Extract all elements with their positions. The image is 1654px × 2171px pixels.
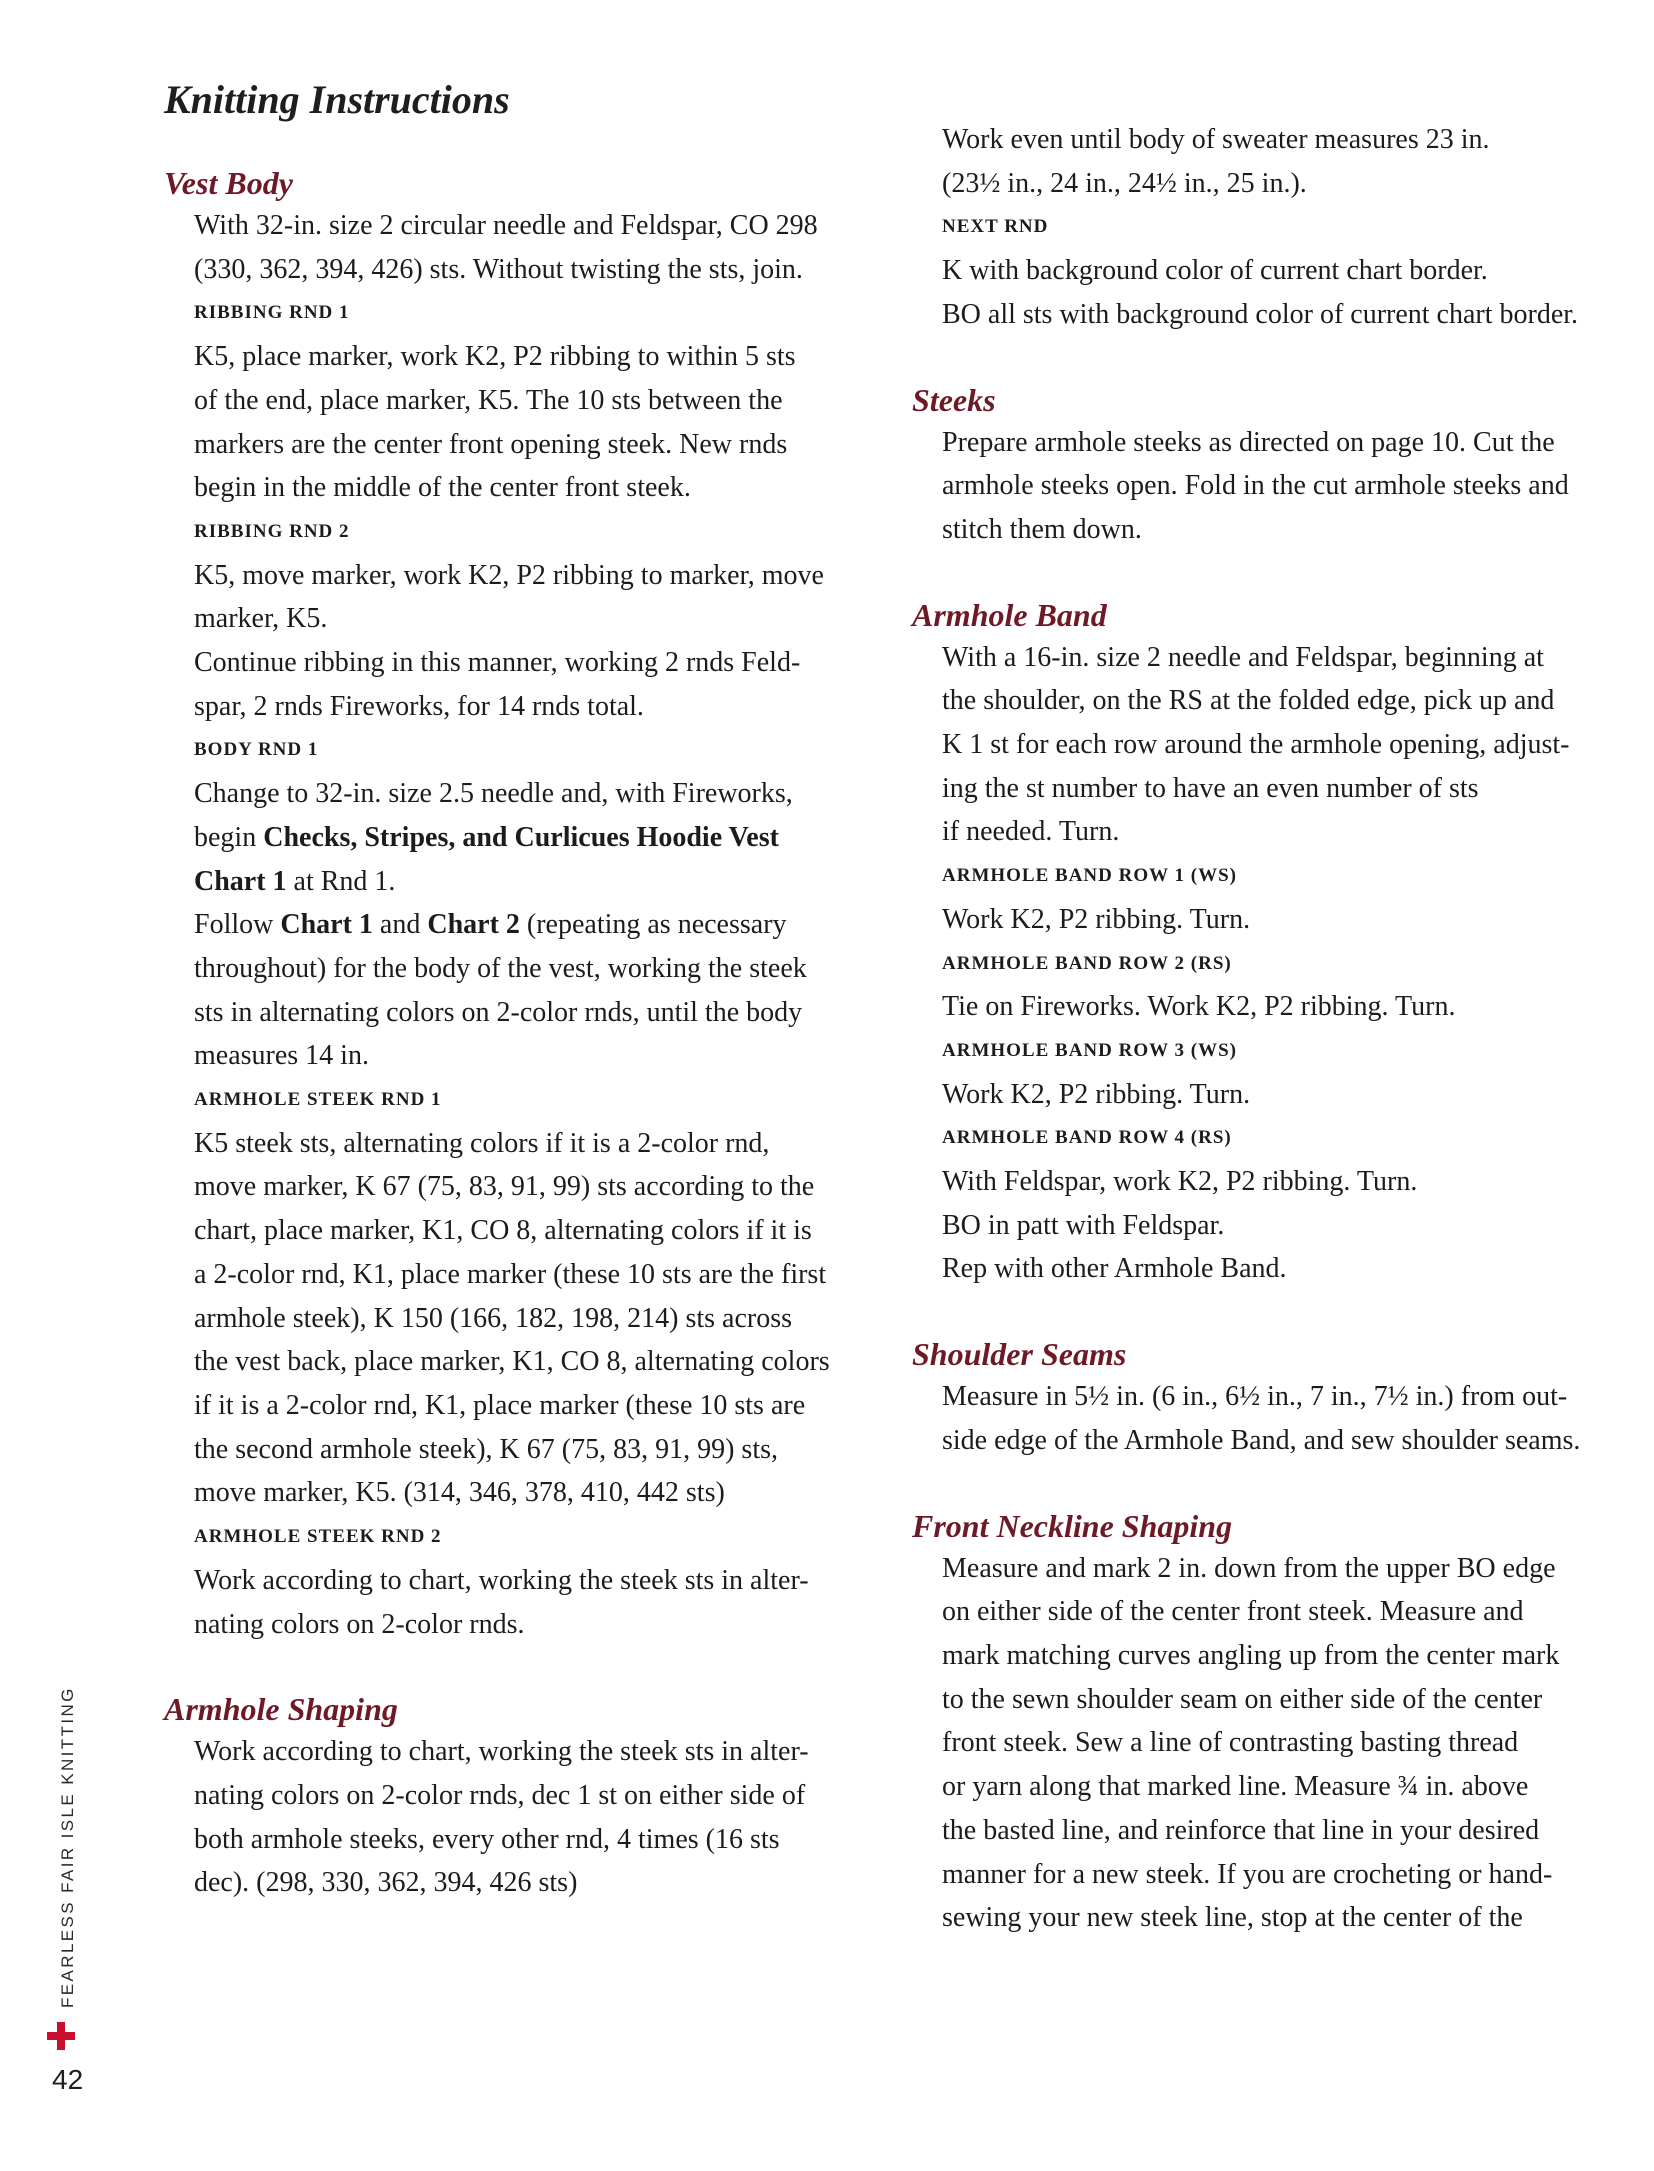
text-line: With a 16-in. size 2 needle and Feldspar, beginning at xyxy=(942,641,1544,673)
paragraph xyxy=(194,204,884,291)
text-line: stitch them down. xyxy=(942,513,1142,545)
text-line: K with background color of current chart border. xyxy=(942,255,1488,287)
text-line: a 2-color rnd, K1, place marker (these 10 sts are the first xyxy=(194,1258,827,1290)
text-line: armhole steek), K 150 (166, 182, 198, 214) sts across xyxy=(194,1302,793,1334)
paragraph xyxy=(194,1730,884,1905)
paragraph xyxy=(942,249,1634,336)
text-line: measures 14 in. xyxy=(194,1040,369,1072)
text-line: the shoulder, on the RS at the folded edge, pick up and xyxy=(942,685,1555,717)
text-line: dec). (298, 330, 362, 394, 426 sts) xyxy=(194,1867,578,1899)
paragraph xyxy=(194,335,884,510)
chart-name: Chart 2 xyxy=(427,909,520,941)
text-line: sewing your new steek line, stop at the center of the xyxy=(942,1902,1523,1934)
text-line: throughout) for the body of the vest, working the steek xyxy=(194,952,807,984)
text-line: manner for a new steek. If you are crocheting or hand- xyxy=(942,1858,1553,1890)
running-head: FEARLESS FAIR ISLE KNITTING xyxy=(58,1686,77,2008)
step-label: ARMHOLE BAND ROW 3 (WS) xyxy=(942,1039,1237,1061)
page-number: 42 xyxy=(52,2064,84,2095)
text-line: Work even until body of sweater measures 23 in. xyxy=(942,124,1490,155)
text-line: Work according to chart, working the steek sts in alter- xyxy=(194,1736,809,1768)
text-line: K 1 st for each row around the armhole opening, adjust- xyxy=(942,729,1570,761)
chart-name: Chart 1 xyxy=(194,865,287,897)
section-heading-front-neckline-shaping: Front Neckline Shaping xyxy=(912,1507,1233,1544)
paragraph xyxy=(942,1160,1634,1291)
text-run: Follow xyxy=(194,909,281,941)
section-heading-steeks: Steeks xyxy=(912,381,996,418)
text-line: Measure and mark 2 in. down from the upper BO edge xyxy=(942,1552,1556,1584)
text-line: armhole steeks open. Fold in the cut armhole steeks and xyxy=(942,470,1569,502)
text-line: K5 steek sts, alternating colors if it is a 2-color rnd, xyxy=(194,1127,770,1159)
text-line: Continue ribbing in this manner, working 2 rnds Feld- xyxy=(194,647,801,679)
page-title: Knitting Instructions xyxy=(164,77,510,122)
text-line: (330, 362, 394, 426) sts. Without twisting the sts, join. xyxy=(194,253,803,285)
paragraph xyxy=(194,641,884,728)
text-line: Prepare armhole steeks as directed on page 10. Cut the xyxy=(942,426,1555,458)
text-line: to the sewn shoulder seam on either side of the center xyxy=(942,1683,1543,1715)
text-line: Measure in 5½ in. (6 in., 6½ in., 7 in., 7½ in.) from out- xyxy=(942,1381,1568,1413)
text-line: move marker, K5. (314, 346, 378, 410, 442 sts) xyxy=(194,1477,725,1509)
text-line xyxy=(194,860,884,904)
text-line: ing the st number to have an even number of sts xyxy=(942,772,1479,804)
cross-bar-horizontal xyxy=(47,2032,75,2040)
text-line: Work according to chart, working the steek sts in alter- xyxy=(194,1564,809,1596)
text-line: markers are the center front opening steek. New rnds xyxy=(194,428,788,460)
text-line: With 32-in. size 2 circular needle and Feldspar, CO 298 xyxy=(194,210,818,241)
step-label: ARMHOLE BAND ROW 2 (RS) xyxy=(942,952,1232,974)
text-line xyxy=(194,816,884,860)
text-line: side edge of the Armhole Band, and sew shoulder seams. xyxy=(942,1424,1581,1456)
step-label: ARMHOLE STEEK RND 2 xyxy=(194,1526,442,1548)
text-line: With Feldspar, work K2, P2 ribbing. Turn. xyxy=(942,1166,1418,1198)
text-line: the second armhole steek), K 67 (75, 83, 91, 99) sts, xyxy=(194,1433,778,1465)
text-line: begin in the middle of the center front steek. xyxy=(194,472,691,504)
section-vest-body xyxy=(164,162,884,1646)
text-line: spar, 2 rnds Fireworks, for 14 rnds total. xyxy=(194,690,644,722)
right-column xyxy=(912,118,1634,1982)
step-label: BODY RND 1 xyxy=(194,739,319,761)
text-run: at Rnd 1. xyxy=(286,865,396,897)
text-line: K5, move marker, work K2, P2 ribbing to marker, move xyxy=(194,559,824,591)
text-line: the vest back, place marker, K1, CO 8, alternating colors xyxy=(194,1346,830,1378)
text-line: marker, K5. xyxy=(194,603,328,635)
text-line: Change to 32-in. size 2.5 needle and, with Fireworks, xyxy=(194,778,793,810)
paragraph xyxy=(194,1122,884,1515)
section-heading-shoulder-seams: Shoulder Seams xyxy=(912,1336,1127,1373)
left-column xyxy=(164,162,884,1947)
paragraph xyxy=(194,554,884,641)
section-heading-vest-body: Vest Body xyxy=(164,165,293,201)
paragraph xyxy=(194,903,884,1078)
text-line: front steek. Sew a line of contrasting basting thread xyxy=(942,1727,1519,1759)
text-line: K5, place marker, work K2, P2 ribbing to within 5 sts xyxy=(194,341,796,373)
section-shoulder-seams xyxy=(912,1333,1634,1462)
paragraph xyxy=(942,1547,1634,1940)
step-label: NEXT RND xyxy=(942,216,1049,238)
paragraph xyxy=(942,1375,1634,1462)
step-label: RIBBING RND 2 xyxy=(194,520,350,542)
text-line: the basted line, and reinforce that line in your desired xyxy=(942,1814,1540,1846)
section-front-neckline-shaping xyxy=(912,1505,1634,1940)
section-heading-armhole-shaping: Armhole Shaping xyxy=(164,1691,398,1728)
text-line: of the end, place marker, K5. The 10 sts between the xyxy=(194,384,783,416)
text-line: sts in alternating colors on 2-color rnds, until the body xyxy=(194,996,803,1028)
step-label: ARMHOLE STEEK RND 1 xyxy=(194,1089,442,1111)
text-line: Tie on Fireworks. Work K2, P2 ribbing. Turn. xyxy=(942,991,1456,1023)
text-line: or yarn along that marked line. Measure ¾ in. above xyxy=(942,1771,1529,1803)
cross-icon xyxy=(46,2021,76,2051)
text-line: mark matching curves angling up from the center mark xyxy=(942,1639,1560,1671)
text-run: begin xyxy=(194,821,264,853)
text-line: if needed. Turn. xyxy=(942,816,1120,848)
text-line: Work K2, P2 ribbing. Turn. xyxy=(942,903,1251,935)
text-line: chart, place marker, K1, CO 8, alternating colors if it is xyxy=(194,1215,812,1247)
text-line: nating colors on 2-color rnds. xyxy=(194,1608,525,1640)
text-line: (23½ in., 24 in., 24½ in., 25 in.). xyxy=(942,167,1307,199)
step-label: RIBBING RND 1 xyxy=(194,302,350,324)
text-run: and xyxy=(372,909,428,941)
text-line: Work K2, P2 ribbing. Turn. xyxy=(942,1078,1251,1110)
text-run: (repeating as necessary xyxy=(519,909,787,941)
paragraph xyxy=(194,1559,884,1646)
text-line: on either side of the center front steek. Measure and xyxy=(942,1596,1524,1628)
text-line: move marker, K 67 (75, 83, 91, 99) sts according to the xyxy=(194,1171,815,1203)
chart-name: Checks, Stripes, and Curlicues Hoodie Vest xyxy=(263,821,779,853)
text-line: BO in patt with Feldspar. xyxy=(942,1209,1225,1241)
step-label: ARMHOLE BAND ROW 4 (RS) xyxy=(942,1127,1232,1149)
text-line: nating colors on 2-color rnds, dec 1 st on either side of xyxy=(194,1779,806,1811)
section-armhole-band xyxy=(912,594,1634,1292)
text-line xyxy=(194,903,884,947)
paragraph xyxy=(942,636,1634,855)
section-steeks xyxy=(912,379,1634,552)
section-continuation xyxy=(912,118,1634,337)
step-label: ARMHOLE BAND ROW 1 (WS) xyxy=(942,865,1237,887)
text-line: BO all sts with background color of current chart border. xyxy=(942,298,1579,330)
text-line: both armhole steeks, every other rnd, 4 times (16 sts xyxy=(194,1823,780,1855)
section-heading-armhole-band: Armhole Band xyxy=(912,596,1107,633)
paragraph xyxy=(194,772,884,903)
text-line: if it is a 2-color rnd, K1, place marker (these 10 sts are xyxy=(194,1389,806,1421)
paragraph xyxy=(942,421,1634,552)
paragraph xyxy=(942,118,1634,205)
section-armhole-shaping xyxy=(164,1688,884,1905)
chart-name: Chart 1 xyxy=(280,909,373,941)
text-line: Rep with other Armhole Band. xyxy=(942,1253,1287,1285)
